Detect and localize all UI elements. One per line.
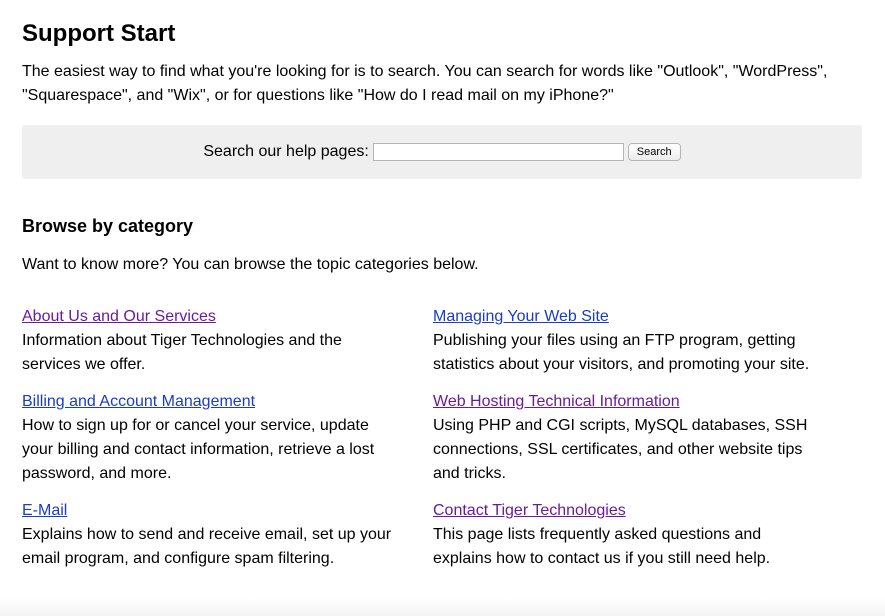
search-label: Search our help pages: xyxy=(203,143,369,160)
bottom-fade xyxy=(0,598,885,616)
page-title: Support Start xyxy=(22,20,176,47)
category-item xyxy=(433,390,813,486)
category-item xyxy=(22,390,402,486)
search-input[interactable] xyxy=(373,143,624,161)
category-link-managing-web-site[interactable]: Managing Your Web Site xyxy=(433,308,609,325)
category-link-about-us[interactable]: About Us and Our Services xyxy=(22,308,216,325)
search-button[interactable]: Search xyxy=(628,143,681,161)
category-column-left xyxy=(22,305,402,584)
category-description: Publishing your files using an FTP program, getting statistics about your visitors, and promoting your site. xyxy=(433,332,810,373)
search-box xyxy=(22,125,862,179)
category-item xyxy=(22,305,402,377)
intro-text: The easiest way to find what you're looking for is to search. You can search for words like "Outlook", "WordPress", "Squarespace", and "Wix", or for questions like "How do I read mail on my iPhone?" xyxy=(22,63,828,104)
category-description: How to sign up for or cancel your service, update your billing and contact information, retrieve a lost password, and more. xyxy=(22,417,375,482)
category-column-right xyxy=(433,305,813,584)
browse-intro: Want to know more? You can browse the topic categories below. xyxy=(22,256,479,273)
category-description: Explains how to send and receive email, set up your email program, and configure spam filtering. xyxy=(22,526,392,567)
category-description: Information about Tiger Technologies and the services we offer. xyxy=(22,332,342,373)
category-link-contact[interactable]: Contact Tiger Technologies xyxy=(433,502,626,519)
category-item xyxy=(22,499,402,571)
category-item xyxy=(433,499,813,571)
category-item xyxy=(433,305,813,377)
category-description: Using PHP and CGI scripts, MySQL databases, SSH connections, SSL certificates, and other website tips and tricks. xyxy=(433,417,808,482)
category-link-billing[interactable]: Billing and Account Management xyxy=(22,393,256,410)
browse-heading: Browse by category xyxy=(22,216,194,236)
category-description: This page lists frequently asked questions and explains how to contact us if you still need help. xyxy=(433,526,771,567)
category-link-email[interactable]: E-Mail xyxy=(22,502,68,519)
category-link-web-hosting-technical[interactable]: Web Hosting Technical Information xyxy=(433,393,680,410)
